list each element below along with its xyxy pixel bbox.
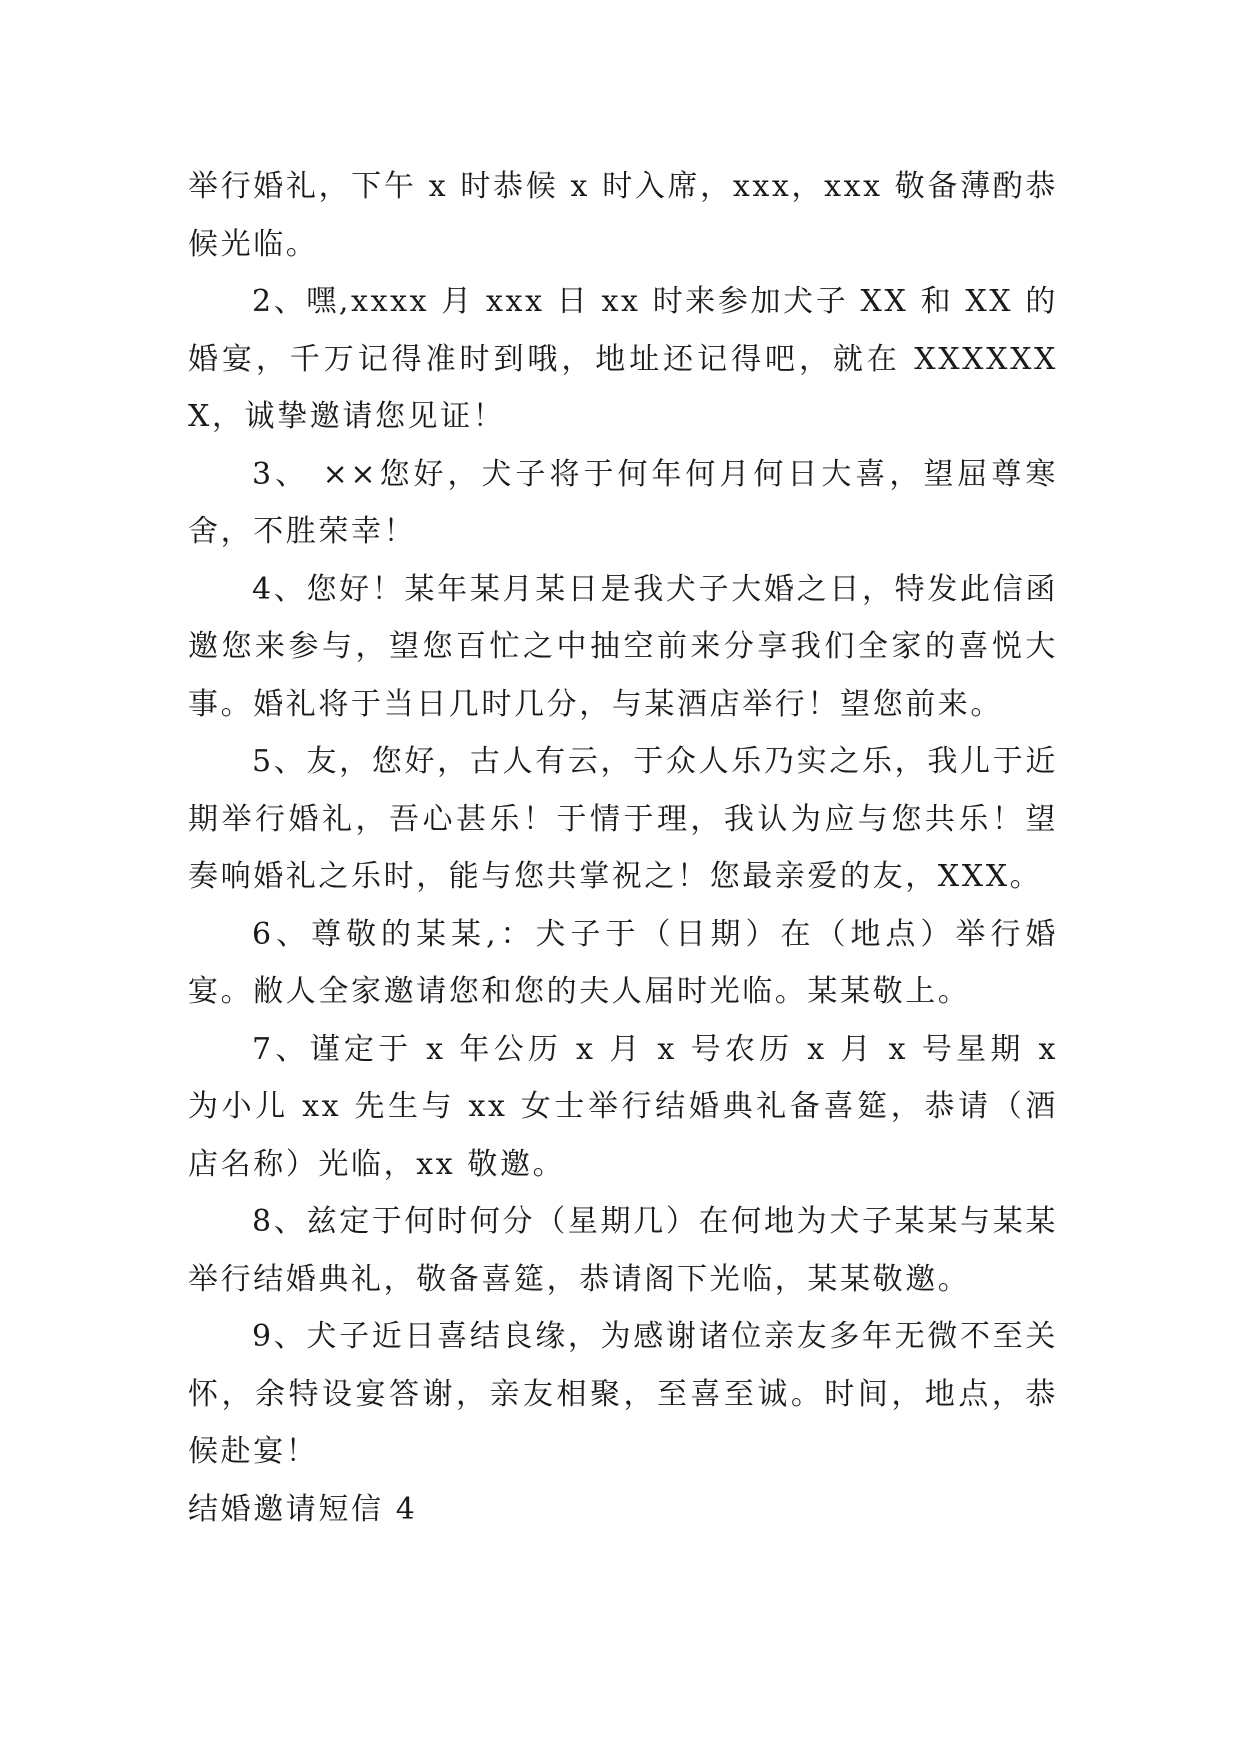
paragraph-7: 7、谨定于 x 年公历 x 月 x 号农历 x 月 x 号星期 x 为小儿 xx 先生与 xx 女士举行结婚典礼备喜筵，恭请（酒店名称）光临，xx 敬邀。: [188, 1031, 1058, 1182]
section-heading: 结婚邀请短信 4: [188, 1491, 418, 1527]
paragraph-4: 4、您好！某年某月某日是我犬子大婚之日，特发此信函邀您来参与，望您百忙之中抽空前来分享我们全家的喜悦大事。婚礼将于当日几时几分，与某酒店举行！望您前来。: [188, 571, 1058, 722]
paragraph-8: 8、兹定于何时何分（星期几）在何地为犬子某某与某某举行结婚典礼，敬备喜筵，恭请阁下光临，某某敬邀。: [188, 1204, 1058, 1297]
document-page: [188, 158, 1058, 1538]
paragraph-2: 2、嘿,xxxx 月 xxx 日 xx 时来参加犬子 XX 和 XX 的婚宴，千万记得准时到哦，地址还记得吧，就在 XXXXXXX，诚挚邀请您见证！: [188, 284, 1058, 434]
paragraph-3: 3、 ××您好，犬子将于何年何月何日大喜，望屈尊寒舍，不胜荣幸！: [188, 456, 1058, 549]
paragraph-5: 5、友，您好，古人有云，于众人乐乃实之乐，我儿于近期举行婚礼，吾心甚乐！于情于理，我认为应与您共乐！望奏响婚礼之乐时，能与您共掌祝之！您最亲爱的友，XXX。: [188, 744, 1058, 894]
paragraph-1: 举行婚礼，下午 x 时恭候 x 时入席，xxx，xxx 敬备薄酌恭候光临。: [188, 169, 1058, 262]
paragraph-6: 6、尊敬的某某,：犬子于（日期）在（地点）举行婚宴。敝人全家邀请您和您的夫人届时光临。某某敬上。: [188, 916, 1058, 1009]
paragraph-9: 9、犬子近日喜结良缘，为感谢诸位亲友多年无微不至关怀，余特设宴答谢，亲友相聚，至喜至诚。时间，地点，恭候赴宴！: [188, 1319, 1058, 1469]
